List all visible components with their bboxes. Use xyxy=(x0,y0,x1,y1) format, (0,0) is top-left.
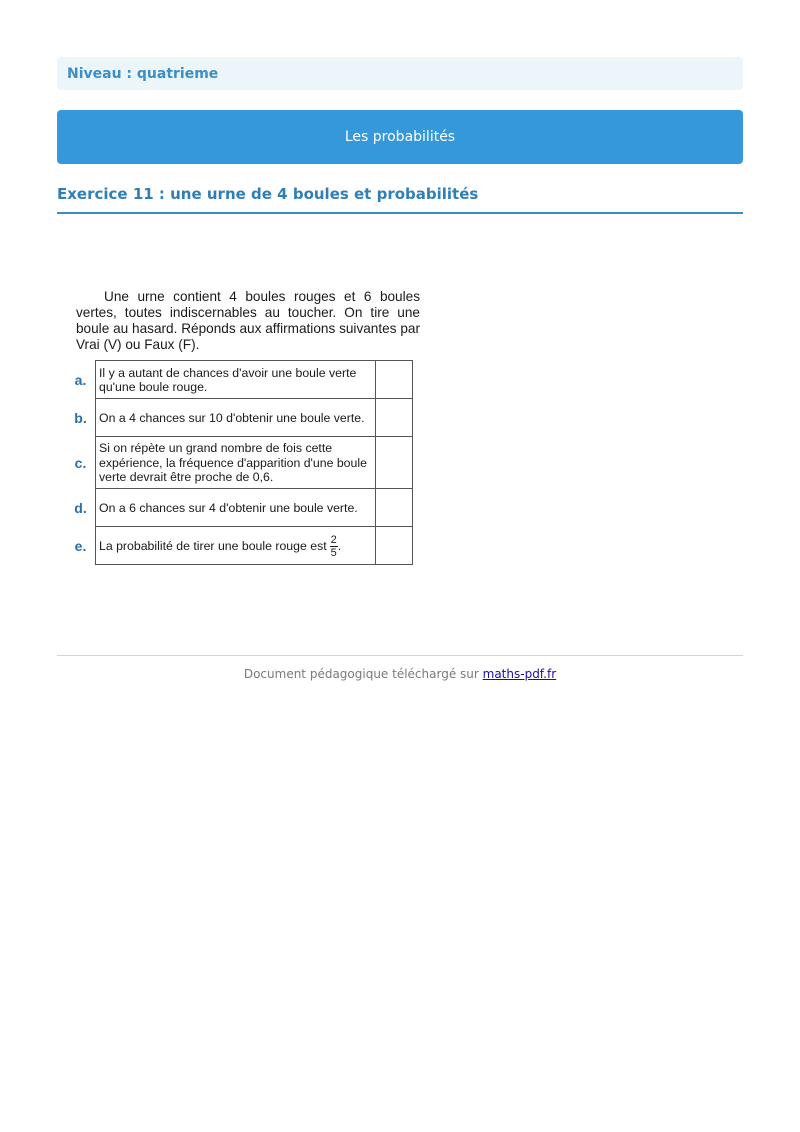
statement-text: On a 4 chances sur 10 d'obtenir une boule verte. xyxy=(96,399,376,437)
level-label xyxy=(57,57,743,90)
statement-row xyxy=(66,361,413,399)
statement-letter: a. xyxy=(74,371,87,388)
footer xyxy=(57,667,743,681)
footer-divider xyxy=(57,655,743,656)
statement-text: On a 6 chances sur 4 d'obtenir une boule verte. xyxy=(96,489,376,527)
statement-row xyxy=(66,399,413,437)
answer-box[interactable] xyxy=(376,489,413,527)
statement-letter: b. xyxy=(74,409,87,426)
statement-text: Si on répète un grand nombre de fois cette expérience, la fréquence d'apparition d'une boule verte devrait être proche de 0,6. xyxy=(96,437,376,489)
fraction-denominator: 5 xyxy=(330,546,337,559)
statement-row xyxy=(66,527,413,565)
statements-table xyxy=(66,360,413,565)
answer-box[interactable] xyxy=(376,437,413,489)
exercise-intro: Une urne contient 4 boules rouges et 6 boules vertes, toutes indiscernables au toucher. On tire une boule au hasard. Réponds aux affirmations suivantes par Vrai (V) ou Faux (F). xyxy=(76,289,420,352)
fraction xyxy=(330,534,338,559)
statement-letter: c. xyxy=(74,454,87,471)
footer-text: Document pédagogique téléchargé sur xyxy=(243,667,483,681)
statement-text: Il y a autant de chances d'avoir une boule verte qu'une boule rouge. xyxy=(96,361,376,399)
answer-box[interactable] xyxy=(376,361,413,399)
answer-box[interactable] xyxy=(376,399,413,437)
exercise-figure xyxy=(66,280,434,580)
chapter-title: Les probabilités xyxy=(344,129,456,145)
chapter-banner xyxy=(57,110,743,164)
level-text: Niveau : quatrieme xyxy=(67,65,219,82)
answer-box[interactable] xyxy=(376,527,413,565)
statement-row xyxy=(66,489,413,527)
statement-letter: d. xyxy=(74,499,87,516)
statement-suffix: . xyxy=(337,538,342,553)
footer-link[interactable]: maths-pdf.fr xyxy=(482,667,557,681)
statement-letter: e. xyxy=(74,537,87,554)
fraction-numerator: 2 xyxy=(330,533,337,546)
exercise-title-text: Exercice 11 : une urne de 4 boules et probabilités xyxy=(57,185,479,203)
statement-row xyxy=(66,437,413,489)
statement-text-with-fraction xyxy=(96,527,376,565)
exercise-title xyxy=(57,185,743,214)
statement-text: La probabilité de tirer une boule rouge est xyxy=(99,538,327,553)
